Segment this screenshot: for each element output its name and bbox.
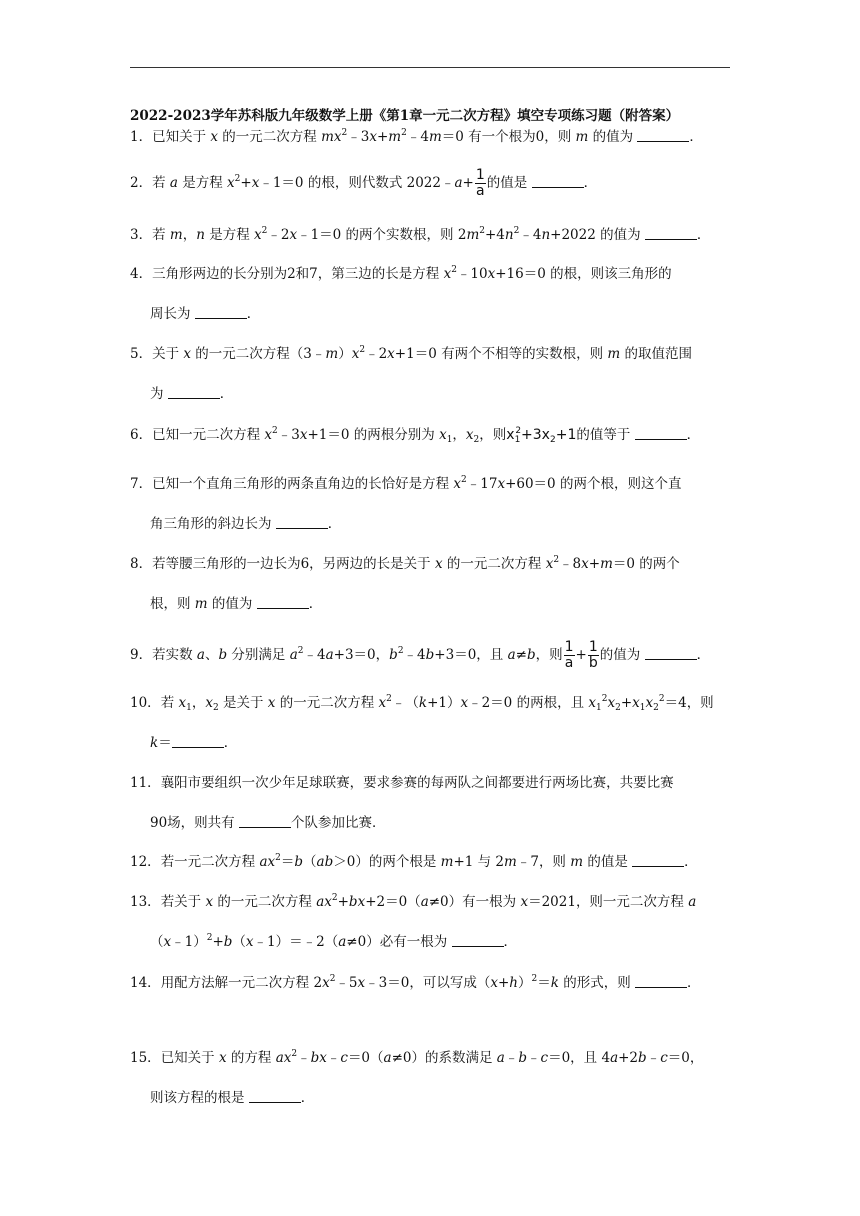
question-7: 7．已知一个直角三角形的两条直角边的长恰好是方程 $x^2﹣17x+60=0$ 的两个根，则这个直 角三角形的斜边长为 ． bbox=[130, 475, 682, 532]
answer-blank[interactable] bbox=[635, 975, 687, 988]
answer-blank[interactable] bbox=[239, 815, 291, 828]
question-number: 15． bbox=[130, 1050, 161, 1066]
answer-blank[interactable] bbox=[645, 647, 697, 660]
question-1: 1．已知关于 x 的一元二次方程 $mx^2﹣3x+m^2﹣4m=0$ 有一个根为0，则 m 的值为 ． bbox=[130, 128, 703, 145]
answer-blank[interactable] bbox=[635, 427, 687, 440]
question-13: 13．若关于 x 的一元二次方程 $ax^2+bx+2=0(a\ne 0)$有一根为 x＝2021，则一元二次方程 a （x﹣1）$^2$+b（x﹣1）＝﹣2（a≠0）必有一根为 ． bbox=[130, 893, 697, 950]
answer-blank[interactable] bbox=[632, 854, 684, 867]
question-number: 9． bbox=[130, 647, 153, 663]
question-12: 12．若一元二次方程 $ax^2=b(ab>0)$的两个根是 m+1 与 2m﹣7，则 m 的值是 ． bbox=[130, 853, 698, 870]
question-14: 14．用配方法解一元二次方程 $2x^2﹣5x﹣3=0$，可以写成$(x+h)^2=k$ 的形式，则 ． bbox=[130, 974, 701, 991]
header-rule bbox=[130, 67, 730, 68]
question-number: 1． bbox=[130, 129, 153, 145]
answer-blank[interactable] bbox=[645, 227, 697, 240]
question-number: 12． bbox=[130, 854, 161, 870]
question-2: 2．若 a 是方程 $x^2+x﹣1=0$ 的根，则代数式 2022﹣a+ $\frac{1}{a}$ 的值是 ． bbox=[130, 167, 598, 199]
question-8: 8．若等腰三角形的一边长为6，另两边的长是关于 x 的一元二次方程 $x^2﹣8x+m=0$ 的两个 根，则 m 的值为 ． bbox=[130, 555, 680, 612]
question-number: 3． bbox=[130, 227, 153, 243]
expression-x1sq-3x2-1: $x_1^2+3x_2+1$ bbox=[506, 426, 577, 445]
question-5: 5．关于 x 的一元二次方程$(3﹣m)x^2﹣2x+1=0$ 有两个不相等的实数根，则 m 的取值范围 为 ． bbox=[130, 345, 692, 402]
question-number: 11． bbox=[130, 775, 161, 791]
answer-blank[interactable] bbox=[168, 386, 220, 399]
page-title: 2022-2023学年苏科版九年级数学上册《第1章一元二次方程》填空专项练习题（附答案） bbox=[130, 108, 680, 124]
answer-blank[interactable] bbox=[452, 934, 504, 947]
answer-blank[interactable] bbox=[249, 1090, 301, 1103]
answer-blank[interactable] bbox=[276, 516, 328, 529]
question-number: 5． bbox=[130, 346, 153, 362]
fraction-1-over-a: $\frac{1}{a}$ bbox=[475, 167, 485, 199]
fraction-1-over-a: $\frac{1}{a}$ bbox=[564, 639, 574, 671]
question-11: 11．襄阳市要组织一次少年足球联赛，要求参赛的每两队之间都要进行两场比赛，共要比赛 90场，则共有 个队参加比赛． bbox=[130, 775, 674, 831]
answer-blank[interactable] bbox=[637, 129, 689, 142]
fraction-1-over-b: $\frac{1}{b}$ bbox=[588, 639, 598, 671]
question-number: 8． bbox=[130, 556, 153, 572]
answer-blank[interactable] bbox=[257, 596, 309, 609]
question-3: 3．若 m，n 是方程 $x^2﹣2x﹣1=0$ 的两个实数根，则 $2m^2+4n^2﹣4n+2022$ 的值为 ． bbox=[130, 226, 711, 243]
question-number: 13． bbox=[130, 894, 161, 910]
question-9: 9．若实数 a、b 分别满足 $a^2﹣4a+3=0$，$b^2﹣4b+3=0$，且 a≠b，则 $\frac{1}{a}$ + $\frac{1}{b}$ 的值为 ． bbox=[130, 639, 711, 671]
question-15: 15．已知关于 x 的方程 $ax^2﹣bx﹣c=0(a\ne 0)$的系数满足 a﹣b﹣c＝0，且 4a+2b﹣c＝0， 则该方程的根是 ． bbox=[130, 1049, 704, 1106]
question-10: 10．若 $x_1$，$x_2$ 是关于 x 的一元二次方程 $x^2﹣(k+1)x﹣2=0$ 的两根，且 $x_1^2x_2+x_1x_2^2=4$，则 k＝ ． bbox=[130, 694, 714, 751]
question-number: 4． bbox=[130, 266, 153, 282]
question-number: 14． bbox=[130, 975, 161, 991]
answer-blank[interactable] bbox=[172, 735, 224, 748]
question-6: 6．已知一元二次方程 $x^2﹣3x+1=0$ 的两根分别为 $x_1$，$x_2$，则$x_1^2+3x_2+1$的值等于 ． bbox=[130, 426, 701, 445]
question-number: 7． bbox=[130, 476, 153, 492]
answer-blank[interactable] bbox=[532, 175, 584, 188]
question-number: 10． bbox=[130, 695, 161, 711]
question-number: 2． bbox=[130, 175, 153, 191]
answer-blank[interactable] bbox=[195, 306, 247, 319]
question-4: 4．三角形两边的长分别为2和7，第三边的长是方程 $x^2﹣10x+16=0$ 的根，则该三角形的 周长为 ． bbox=[130, 265, 672, 322]
question-number: 6． bbox=[130, 427, 153, 443]
